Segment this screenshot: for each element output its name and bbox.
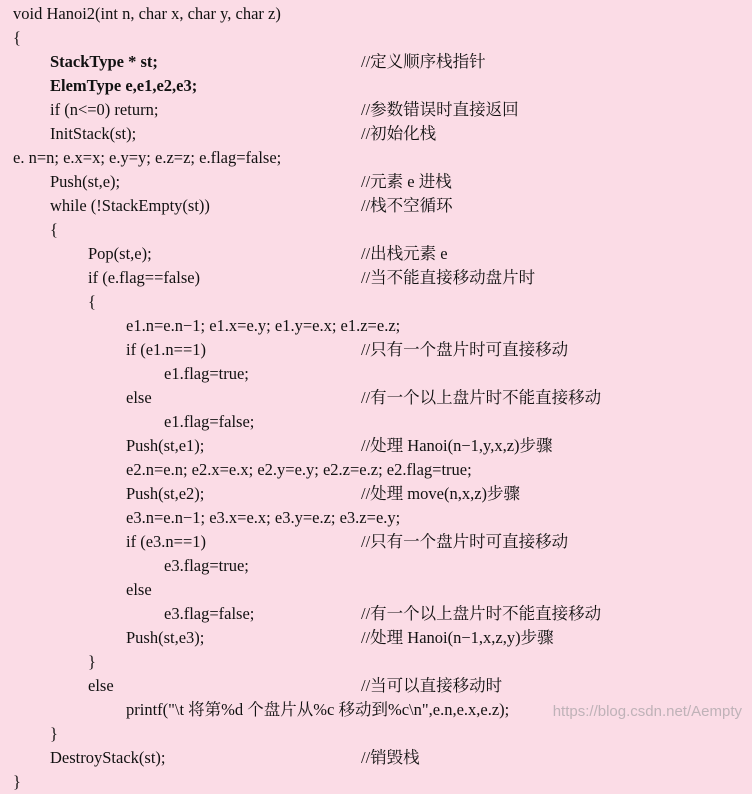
code-text: DestroyStack(st); — [50, 748, 166, 767]
code-line — [0, 146, 752, 170]
code-line — [0, 770, 752, 794]
code-comment: //销毁栈 — [361, 748, 420, 767]
code-text: if (e3.n==1) — [126, 532, 207, 551]
code-text: printf("\t 将第%d 个盘片从%c 移动到%c\n",e.n,e.x,e.z); — [126, 700, 510, 719]
code-text: if (e.flag==false) — [88, 268, 201, 287]
code-comment: //有一个以上盘片时不能直接移动 — [361, 388, 602, 407]
code-line — [0, 266, 752, 290]
code-text: } — [13, 772, 21, 791]
code-text: else — [88, 676, 114, 695]
code-line — [0, 578, 752, 602]
code-text: Push(st,e3); — [126, 628, 205, 647]
code-text: Push(st,e2); — [126, 484, 205, 503]
code-line — [0, 2, 752, 26]
code-text: Push(st,e); — [50, 172, 121, 191]
code-text: e1.n=e.n−1; e1.x=e.y; e1.y=e.x; e1.z=e.z; — [126, 316, 401, 335]
code-line — [0, 434, 752, 458]
code-comment: //当不能直接移动盘片时 — [361, 268, 536, 287]
code-line — [0, 746, 752, 770]
code-text: e3.n=e.n−1; e3.x=e.x; e3.y=e.z; e3.z=e.y; — [126, 508, 401, 527]
code-text: if (n<=0) return; — [50, 100, 159, 119]
code-line — [0, 650, 752, 674]
code-text: { — [13, 28, 21, 47]
code-line — [0, 386, 752, 410]
code-line — [0, 218, 752, 242]
code-line — [0, 338, 752, 362]
code-line — [0, 410, 752, 434]
code-line — [0, 194, 752, 218]
code-comment: //元素 e 进栈 — [361, 172, 452, 191]
code-line — [0, 122, 752, 146]
code-comment: //只有一个盘片时可直接移动 — [361, 340, 569, 359]
code-line — [0, 314, 752, 338]
code-comment: //只有一个盘片时可直接移动 — [361, 532, 569, 551]
code-line — [0, 98, 752, 122]
code-line — [0, 362, 752, 386]
code-text: e1.flag=false; — [164, 412, 255, 431]
code-text: e1.flag=true; — [164, 364, 249, 383]
code-line — [0, 50, 752, 74]
code-comment: //有一个以上盘片时不能直接移动 — [361, 604, 602, 623]
watermark: https://blog.csdn.net/Aempty — [552, 703, 742, 720]
code-line — [0, 722, 752, 746]
code-text: { — [88, 292, 96, 311]
code-line — [0, 554, 752, 578]
code-line — [0, 626, 752, 650]
code-text: else — [126, 388, 152, 407]
code-text: Pop(st,e); — [88, 244, 152, 263]
code-text: e3.flag=true; — [164, 556, 249, 575]
code-text: } — [88, 652, 96, 671]
code-text: InitStack(st); — [50, 124, 137, 143]
code-line — [0, 26, 752, 50]
code-line — [0, 506, 752, 530]
code-line — [0, 170, 752, 194]
code-text: while (!StackEmpty(st)) — [50, 196, 210, 215]
code-comment: //参数错误时直接返回 — [361, 100, 519, 119]
code-line — [0, 458, 752, 482]
code-comment: //处理 Hanoi(n−1,y,x,z)步骤 — [361, 436, 553, 455]
code-comment: //处理 move(n,x,z)步骤 — [361, 484, 521, 503]
code-text: StackType * st; — [50, 52, 158, 71]
code-comment: //初始化栈 — [361, 124, 437, 143]
code-line — [0, 74, 752, 98]
code-text: else — [126, 580, 152, 599]
code-text: ElemType e,e1,e2,e3; — [50, 76, 198, 95]
code-line — [0, 530, 752, 554]
code-comment: //处理 Hanoi(n−1,x,z,y)步骤 — [361, 628, 554, 647]
code-listing — [0, 2, 752, 794]
code-text: if (e1.n==1) — [126, 340, 207, 359]
code-text: void Hanoi2(int n, char x, char y, char z) — [13, 4, 281, 23]
code-text: } — [50, 724, 58, 743]
code-text: { — [50, 220, 58, 239]
code-line — [0, 602, 752, 626]
code-text: e. n=n; e.x=x; e.y=y; e.z=z; e.flag=false; — [13, 148, 282, 167]
code-line — [0, 242, 752, 266]
code-comment: //定义顺序栈指针 — [361, 52, 486, 71]
code-text: Push(st,e1); — [126, 436, 205, 455]
code-line — [0, 674, 752, 698]
code-comment: //出栈元素 e — [361, 244, 448, 263]
code-comment: //当可以直接移动时 — [361, 676, 503, 695]
code-line — [0, 482, 752, 506]
code-line — [0, 290, 752, 314]
code-text: e3.flag=false; — [164, 604, 255, 623]
code-comment: //栈不空循环 — [361, 196, 453, 215]
code-text: e2.n=e.n; e2.x=e.x; e2.y=e.y; e2.z=e.z; e2.flag=true; — [126, 460, 472, 479]
